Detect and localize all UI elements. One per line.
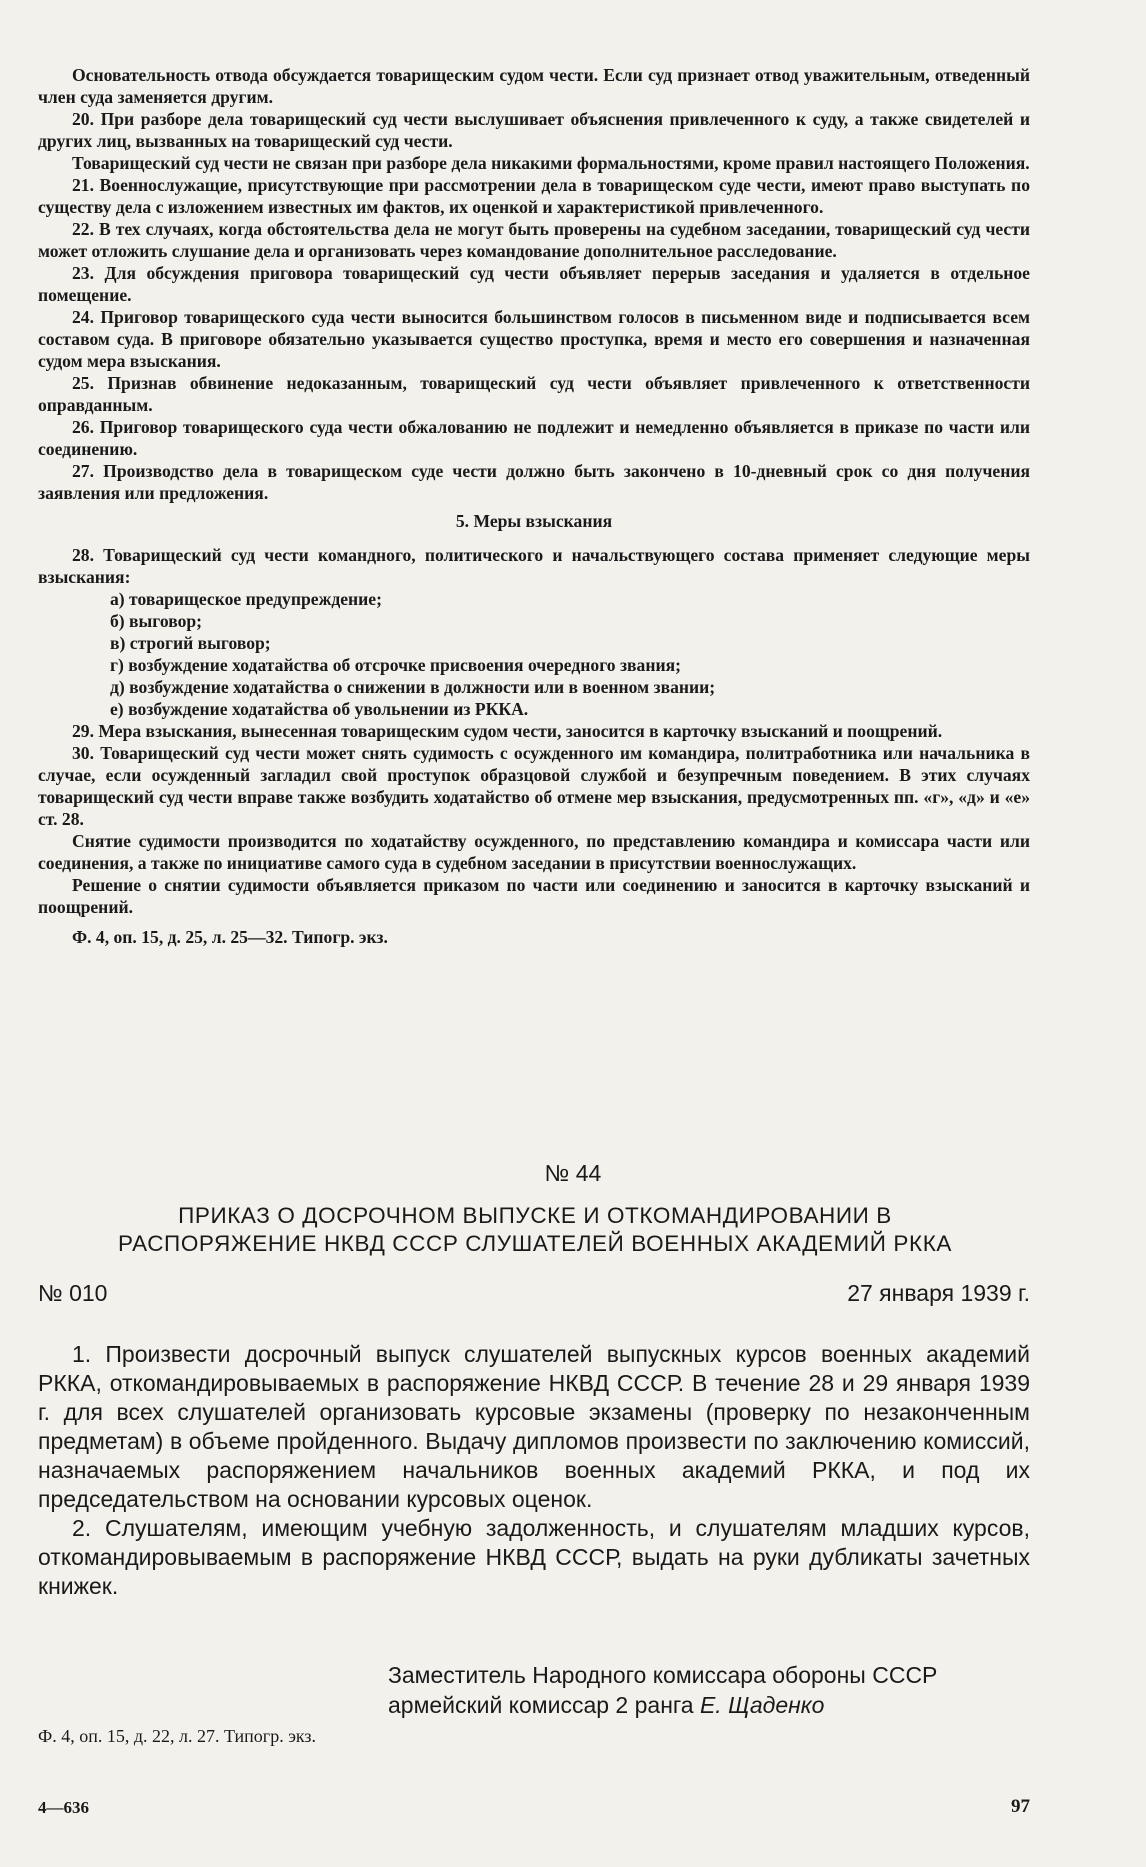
measure-item: е) возбуждение ходатайства об увольнении из РККА. (110, 699, 529, 719)
measure-item: а) товарищеское предупреждение; (110, 589, 382, 609)
measure-item: г) возбуждение ходатайства об отсрочке присвоения очередного звания; (110, 655, 681, 675)
paragraph: 28. Товарищеский суд чести командного, политического и начальствующего состава применяет следующие меры взыскания: (38, 545, 1030, 587)
paragraph: 27. Производство дела в товарищеском суде чести должно быть закончено в 10-дневный срок со дня получения заявления или предложения. (38, 461, 1030, 503)
paragraph: 29. Мера взыскания, вынесенная товарищеским судом чести, заносится в карточку взысканий и поощрений. (72, 721, 943, 741)
paragraph: 22. В тех случаях, когда обстоятельства дела не могут быть проверены на судебном заседании, товарищеский суд чести может отложить слушание дела и организовать через командование дополнительное расследование. (38, 219, 1030, 261)
paragraph: Основательность отвода обсуждается товарищеским судом чести. Если суд признает отвод уважительным, отведенный член суда заменяется другим. (38, 65, 1030, 107)
order-body (38, 1340, 1030, 1601)
signature-position: Заместитель Народного комиссара обороны СССР (388, 1662, 938, 1688)
title-line: РАСПОРЯЖЕНИЕ НКВД СССР СЛУШАТЕЛЕЙ ВОЕННЫХ АКАДЕМИЙ РККА (117, 1231, 953, 1256)
page-number: 97 (1011, 1796, 1030, 1817)
order-number: № 010 (38, 1280, 108, 1306)
paragraph: 30. Товарищеский суд чести может снять судимость с осужденного им командира, политработника или начальника в случае, если осужденный загладил свой проступок образцовой службой и безупречным поведением. В этих случаях товарищеский суд чести вправе также возбудить ходатайство об отмене мер взыскания, предусмотренных пп. «г», «д» и «е» ст. 28. (38, 743, 1030, 829)
measure-item: д) возбуждение ходатайства о снижении в должности или в военном звании; (110, 677, 716, 697)
paragraph: 25. Признав обвинение недоказанным, товарищеский суд чести объявляет привлеченного к ответственности оправданным. (38, 373, 1030, 415)
signature-rank: армейский комиссар 2 ранга (388, 1692, 694, 1718)
archive-source: Ф. 4, оп. 15, д. 22, л. 27. Типогр. экз. (38, 1726, 317, 1746)
signature-name: Е. Щаденко (699, 1692, 825, 1718)
paragraph: 20. При разборе дела товарищеский суд чести выслушивает объяснения привлеченного к суду, а также свидетелей и других лиц, вызванных на товарищеский суд чести. (38, 109, 1030, 151)
signature-mark: 4—636 (38, 1798, 89, 1817)
measure-item: б) выговор; (110, 611, 203, 631)
archive-source: Ф. 4, оп. 15, д. 25, л. 25—32. Типогр. экз. (72, 927, 388, 947)
paragraph: Снятие судимости производится по ходатайству осужденного, по представлению командира и комиссара части или соединения, а также по инициативе самого суда в судебном заседании в присутствии военнослужащих. (38, 831, 1030, 873)
order-item: 1. Произвести досрочный выпуск слушателей выпускных курсов военных академий РККА, откомандировываемых в распоряжение НКВД СССР. В течение 28 и 29 января 1939 г. для всех слушателей организовать курсовые экзамены (проверку по незаконченным предметам) в объеме пройденного. Выдачу дипломов произвести по заключению комиссий, назначаемых распоряжением начальников военных академий РККА, и под их председательством на основании курсовых оценок. (38, 1341, 1030, 1512)
paragraph: 23. Для обсуждения приговора товарищеский суд чести объявляет перерыв заседания и удаляется в отдельное помещение. (38, 263, 1030, 305)
signature-rank-line (388, 1690, 937, 1720)
signature-block (388, 1660, 937, 1720)
paragraph: Товарищеский суд чести не связан при разборе дела никакими формальностями, кроме правил настоящего Положения. (72, 153, 1030, 173)
document-title (40, 1202, 1030, 1258)
paragraph: 21. Военнослужащие, присутствующие при рассмотрении дела в товарищеском суде чести, имеют право выступать по существу дела с изложением известных им фактов, их оценкой и характеристикой привлеченного. (38, 175, 1030, 217)
title-line: ПРИКАЗ О ДОСРОЧНОМ ВЫПУСКЕ И ОТКОМАНДИРОВАНИИ В (178, 1203, 892, 1228)
document-number: № 44 (544, 1160, 602, 1186)
paragraph: 26. Приговор товарищеского суда чести обжалованию не подлежит и немедленно объявляется в приказе по части или соединению. (38, 417, 1030, 459)
order-date: 27 января 1939 г. (847, 1280, 1030, 1306)
measure-item: в) строгий выговор; (110, 633, 271, 653)
paragraph: 24. Приговор товарищеского суда чести выносится большинством голосов в письменном виде и подписывается всем составом суда. В приговоре обязательно указывается существо проступка, время и место его совершения и назначенная судом мера взыскания. (38, 307, 1030, 371)
paragraph: Решение о снятии судимости объявляется приказом по части или соединению и заносится в карточку взысканий и поощрений. (38, 875, 1030, 917)
upper-text-block (38, 64, 1030, 948)
section-heading: 5. Меры взыскания (455, 511, 613, 531)
order-item: 2. Слушателям, имеющим учебную задолженность, и слушателям младших курсов, откомандировываемым в распоряжение НКВД СССР, выдать на руки дубликаты зачетных книжек. (38, 1515, 1030, 1599)
